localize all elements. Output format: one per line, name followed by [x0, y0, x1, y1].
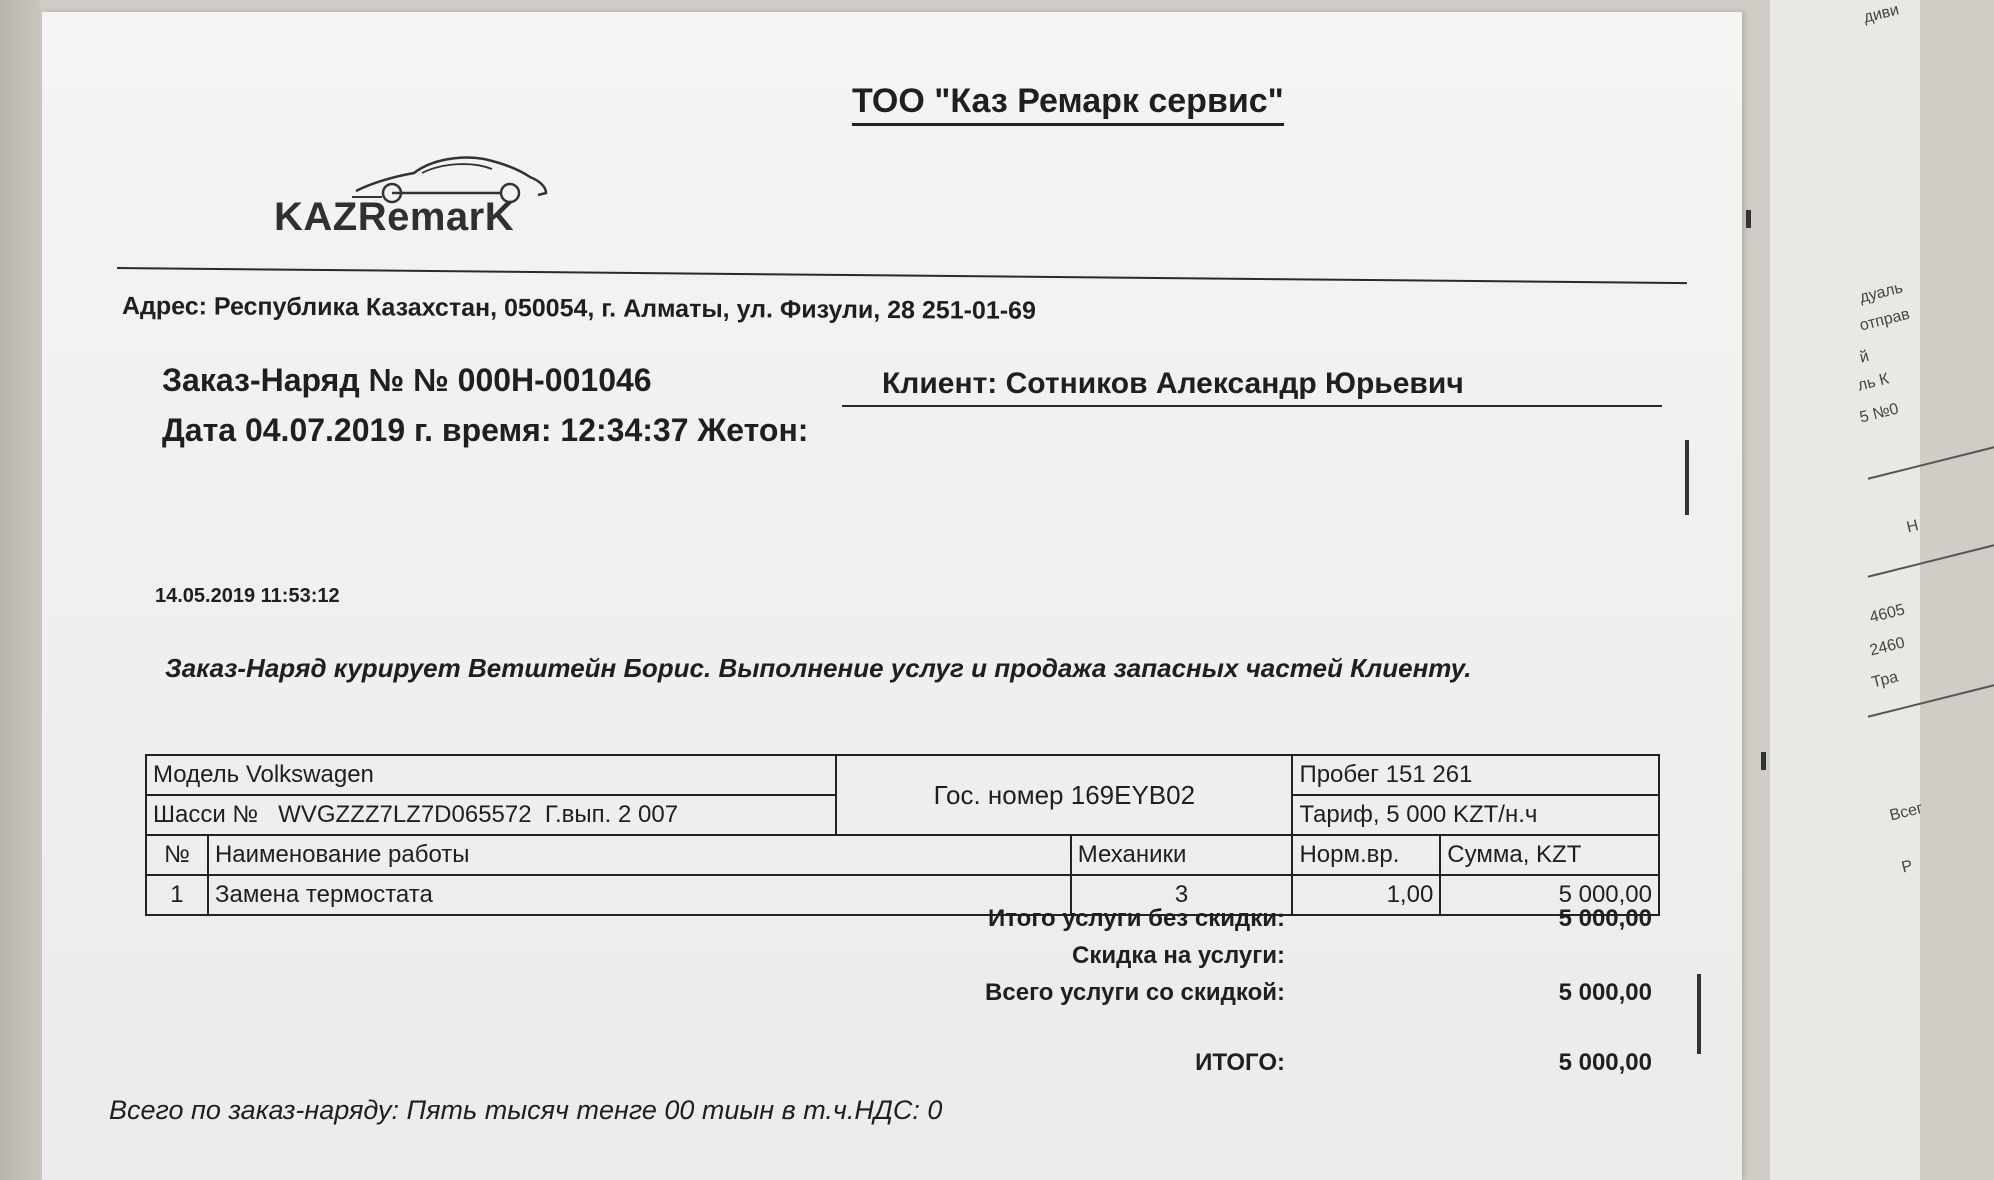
- adjacent-text: 2460: [1868, 634, 1907, 660]
- column-header-sum: Сумма, KZT: [1440, 835, 1659, 875]
- table-row: [146, 755, 1659, 795]
- total-row: [145, 942, 1660, 979]
- total-label: Скидка на услуги:: [1072, 942, 1285, 969]
- order-number: Заказ-Наряд № № 000Н-001046: [162, 362, 652, 398]
- table-header-row: [146, 835, 1659, 875]
- adjacent-text: й: [1858, 347, 1871, 367]
- adjacent-sheet: [1770, 0, 1925, 1180]
- grand-total-label: ИТОГО:: [1195, 1049, 1285, 1076]
- total-in-words: Всего по заказ-наряду: Пять тысяч тенге 00 тиын в т.ч.НДС: 0: [109, 1095, 943, 1125]
- logo-text: KAZRemarK: [274, 195, 515, 239]
- adjacent-text: Н: [1905, 517, 1921, 537]
- adjacent-rule: [1868, 446, 1994, 479]
- punch-mark: [1685, 440, 1689, 515]
- vehicle-plate: Гос. номер 169EYB02: [836, 755, 1292, 835]
- column-header-mechanics: Механики: [1071, 835, 1293, 875]
- order-date: Дата 04.07.2019 г. время: 12:34:37 Жетон:: [162, 412, 809, 448]
- work-norm-time: 1,00: [1292, 875, 1440, 915]
- backdrop: [0, 0, 40, 1180]
- total-row: [145, 905, 1660, 942]
- total-value: 5 000,00: [1558, 905, 1652, 932]
- column-header-num: №: [146, 835, 208, 875]
- column-header-norm-time: Норм.вр.: [1292, 835, 1440, 875]
- company-title: ТОО "Каз Ремарк сервис": [852, 82, 1284, 126]
- curator-note: Заказ-Наряд курирует Ветштейн Борис. Выполнение услуг и продажа запасных частей Клиенту.: [165, 653, 1472, 683]
- adjacent-text: ль К: [1856, 370, 1891, 395]
- work-num: 1: [146, 875, 208, 915]
- total-value: 5 000,00: [1558, 979, 1652, 1006]
- adjacent-text: дуаль: [1858, 279, 1905, 307]
- client-name: Клиент: Сотников Александр Юрьевич: [842, 367, 1662, 407]
- column-header-name: Наименование работы: [208, 835, 1071, 875]
- work-order-sheet: [42, 12, 1742, 1180]
- vehicle-mileage: Пробег 151 261: [1292, 755, 1659, 795]
- work-mechanics: 3: [1071, 875, 1293, 915]
- grand-total-row: [145, 1049, 1660, 1086]
- adjacent-text: 5 №0: [1858, 400, 1901, 427]
- punch-mark: [1761, 752, 1766, 770]
- total-label: Итого услуги без скидки:: [987, 905, 1285, 932]
- labor-tariff: Тариф, 5 000 KZT/н.ч: [1292, 795, 1659, 835]
- print-timestamp: 14.05.2019 11:53:12: [155, 585, 340, 607]
- company-logo: [272, 147, 582, 247]
- adjacent-text: Тра: [1870, 668, 1900, 692]
- grand-total-value: 5 000,00: [1558, 1049, 1652, 1076]
- work-sum: 5 000,00: [1440, 875, 1659, 915]
- adjacent-text: 4605: [1868, 601, 1907, 627]
- vehicle-and-works-table: [145, 754, 1660, 916]
- header-divider: [117, 267, 1687, 284]
- total-label: Всего услуги со скидкой:: [985, 979, 1285, 1006]
- adjacent-text: диви: [1862, 1, 1901, 27]
- adjacent-text: Всег: [1888, 799, 1925, 825]
- vehicle-model: Модель Volkswagen: [146, 755, 836, 795]
- adjacent-text: отправ: [1858, 305, 1912, 335]
- total-row: [145, 979, 1660, 1016]
- punch-mark: [1746, 210, 1751, 228]
- company-address: Адрес: Республика Казахстан, 050054, г. Алматы, ул. Физули, 28 251-01-69: [121, 292, 1036, 325]
- vehicle-chassis: Шасси № WVGZZZ7LZ7D065572 Г.вып. 2 007: [146, 795, 836, 835]
- adjacent-rule: [1868, 544, 1994, 577]
- punch-mark: [1697, 974, 1701, 1054]
- adjacent-text: Р: [1900, 857, 1915, 877]
- totals-block: [145, 905, 1660, 1086]
- work-name: Замена термостата: [208, 875, 1071, 915]
